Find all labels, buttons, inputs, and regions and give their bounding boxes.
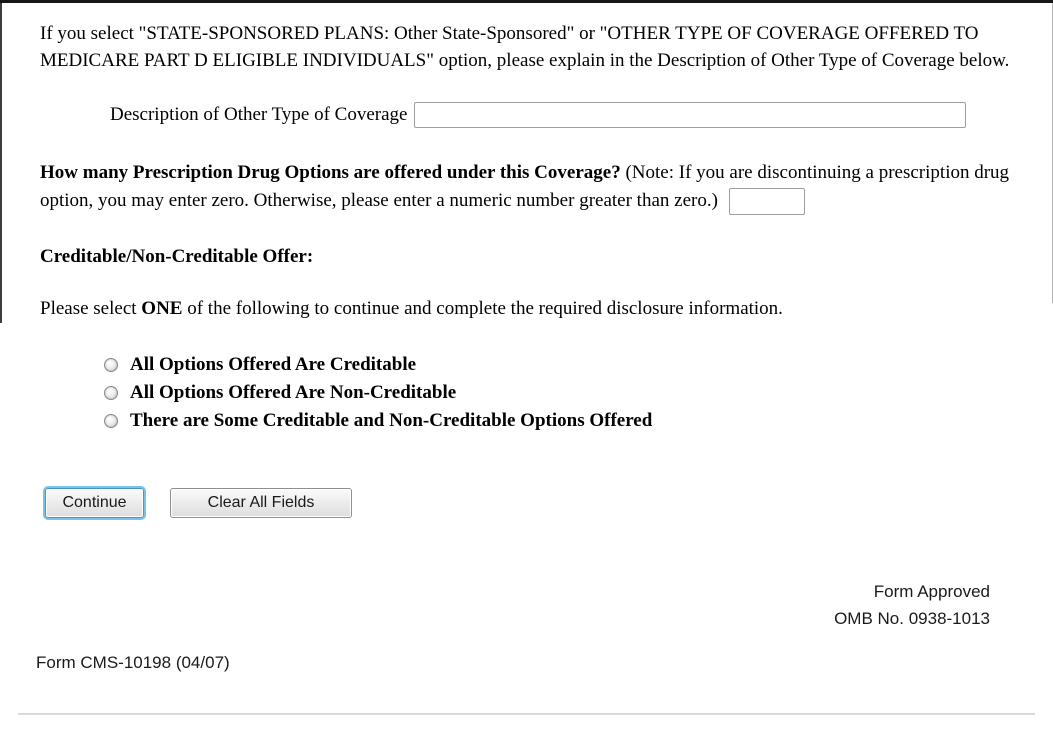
select-instruction-pre: Please select: [40, 298, 142, 320]
form-approved-block: [40, 578, 1040, 632]
radio-button-icon[interactable]: [104, 414, 118, 428]
creditable-radio-group: [104, 351, 1040, 435]
drug-options-question: [40, 159, 1040, 215]
bottom-divider: [18, 713, 1035, 715]
select-instruction-post: of the following to continue and complete the required disclosure information.: [182, 298, 783, 320]
radio-option-label: All Options Offered Are Creditable: [130, 354, 417, 376]
continue-button[interactable]: Continue: [45, 488, 144, 518]
form-approved-text: Form Approved: [873, 582, 990, 602]
form-button-row: [43, 488, 1040, 518]
select-instruction-emphasis: ONE: [141, 298, 183, 320]
description-input[interactable]: [414, 102, 966, 128]
intro-paragraph: If you select "STATE-SPONSORED PLANS: Other State-Sponsored" or "OTHER TYPE OF COVERAGE OFFERED TO MEDICARE PART D ELIGIBLE INDIVIDUALS" option, please explain in the Description of Other Type of Coverage below.: [40, 23, 1010, 71]
description-row: [110, 101, 1040, 129]
drug-options-question-bold: How many Prescription Drug Options are offered under this Coverage?: [40, 162, 621, 183]
select-instruction: [40, 295, 1040, 322]
radio-option-label: There are Some Creditable and Non-Creditable Options Offered: [130, 410, 653, 432]
radio-option-all-creditable[interactable]: [104, 351, 1040, 379]
drug-options-question-note: (Note: If you are discontinuing a prescription drug option, you may enter zero. Otherwise, please enter a numeric number greater than zero.): [40, 162, 1010, 211]
radio-button-icon[interactable]: [104, 358, 118, 372]
radio-option-all-non-creditable[interactable]: [104, 379, 1040, 407]
form-content: [0, 3, 1053, 715]
form-number-text: Form CMS-10198 (04/07): [36, 653, 230, 673]
radio-option-some-creditable[interactable]: [104, 407, 1040, 435]
clear-all-fields-button[interactable]: Clear All Fields: [170, 488, 352, 518]
omb-number-text: OMB No. 0938-1013: [834, 609, 990, 629]
window-left-edge: [0, 3, 2, 323]
radio-button-icon[interactable]: [104, 386, 118, 400]
drug-options-count-input[interactable]: [729, 188, 805, 215]
creditable-offer-heading: Creditable/Non-Creditable Offer:: [40, 246, 314, 268]
description-label: Description of Other Type of Coverage: [110, 104, 408, 125]
radio-option-label: All Options Offered Are Non-Creditable: [130, 382, 457, 404]
